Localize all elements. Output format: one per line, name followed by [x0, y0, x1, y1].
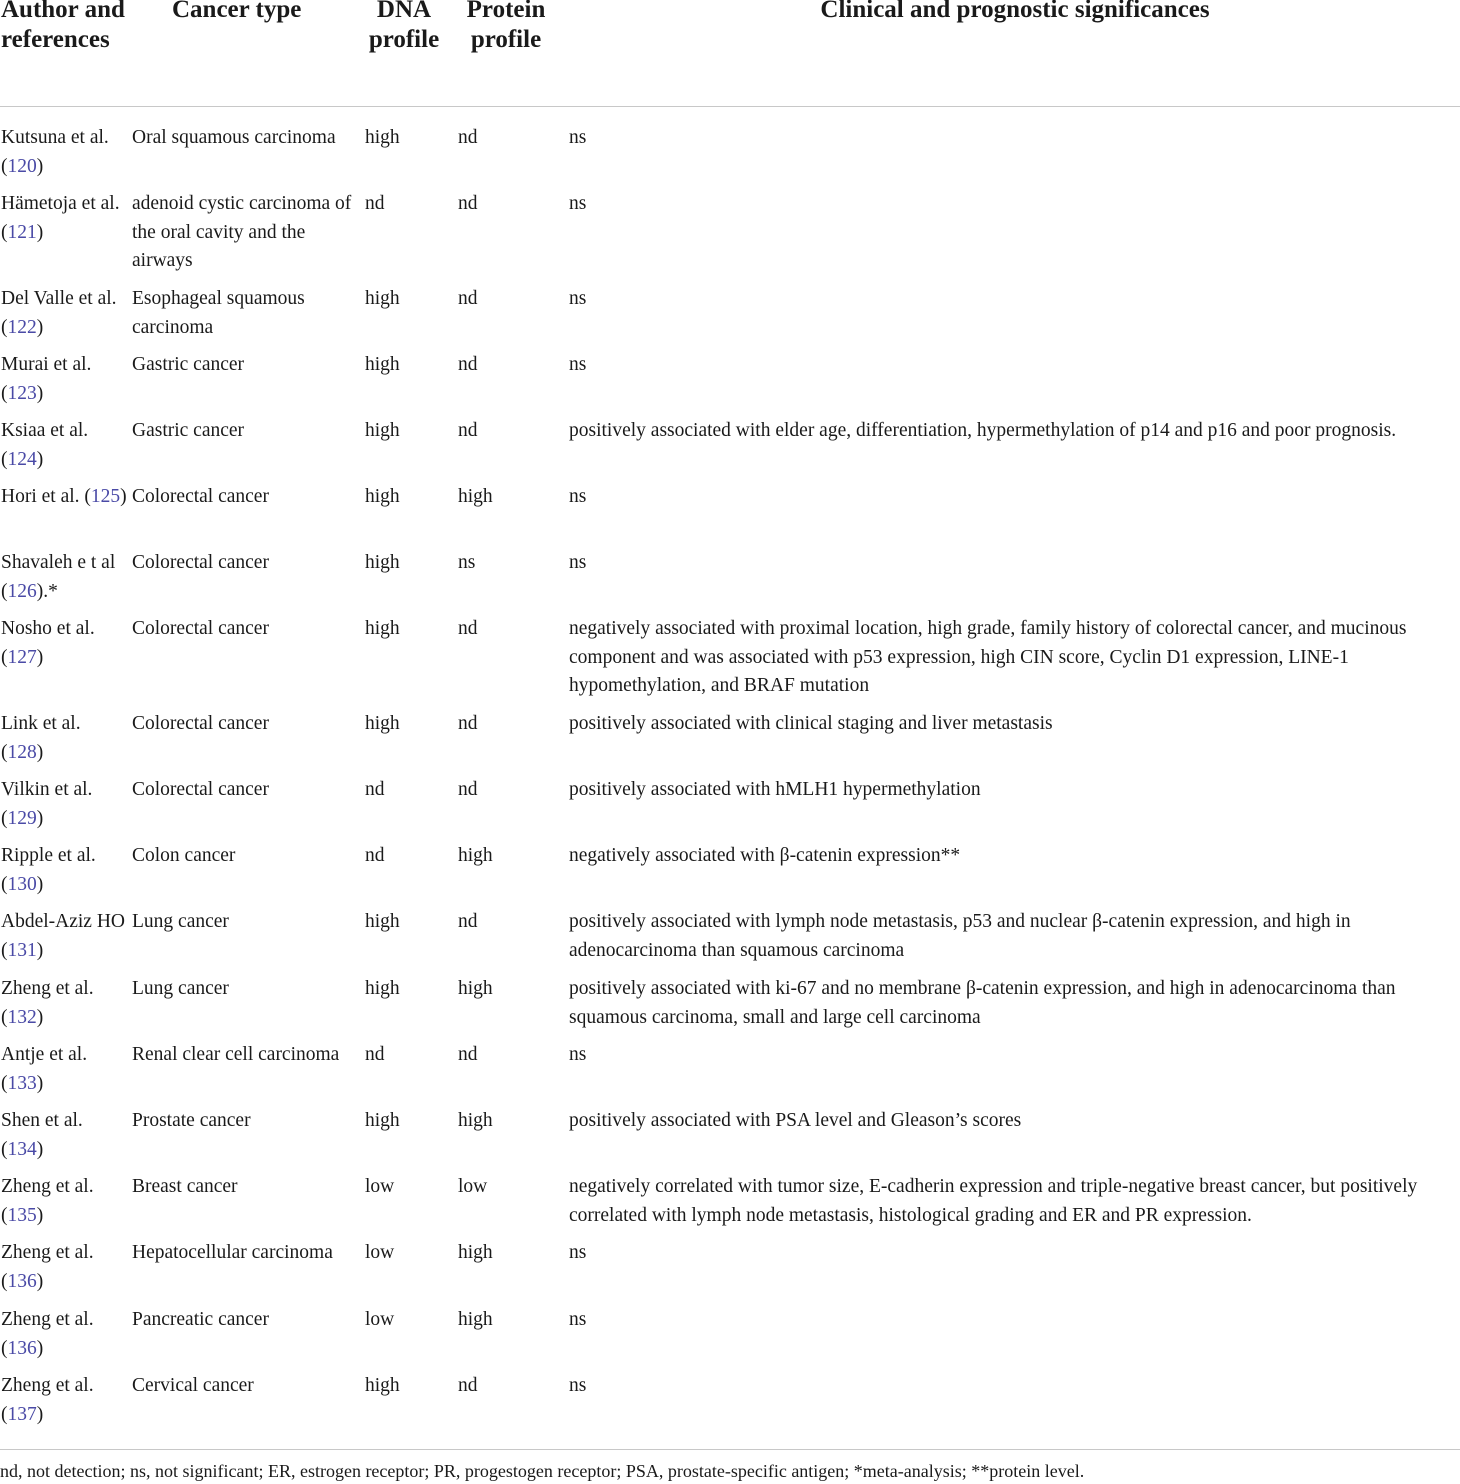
author-text: Kutsuna et al. (	[1, 127, 109, 177]
footer-rule	[0, 1449, 1460, 1450]
header-protein-profile: Protein profile	[466, 0, 546, 53]
clinical-cell: ns	[569, 193, 587, 214]
author-text: Link et al. (	[1, 713, 81, 763]
author-text: Nosho et al. (	[1, 618, 95, 668]
protein-profile-cell: nd	[458, 127, 478, 148]
dna-profile-cell: high	[365, 486, 400, 507]
author-text-end: )	[36, 1337, 44, 1359]
clinical-cell: negatively correlated with tumor size, E-cadherin expression and triple-negative breast cancer, but positively correlated with lymph node metastasis, histological grading and ER and PR expression.	[569, 1176, 1418, 1226]
protein-profile-cell: high	[458, 1309, 493, 1330]
protein-profile-cell: nd	[458, 713, 478, 734]
reference-link[interactable]: 121	[7, 221, 37, 243]
reference-link[interactable]: 133	[7, 1072, 37, 1094]
author-text-end: )	[36, 382, 44, 404]
author-cell	[1, 1107, 127, 1164]
cancer-type-cell: Lung cancer	[132, 978, 229, 999]
author-cell	[1, 549, 127, 606]
reference-link[interactable]: 120	[7, 155, 37, 177]
protein-profile-cell: nd	[458, 420, 478, 441]
author-cell	[1, 124, 127, 181]
author-text-end: )	[36, 807, 44, 829]
cancer-type-cell: Colorectal cancer	[132, 779, 269, 800]
reference-link[interactable]: 126	[7, 580, 37, 602]
clinical-cell: ns	[569, 354, 587, 375]
author-text-end: )	[36, 1072, 44, 1094]
cancer-type-cell: Colorectal cancer	[132, 713, 269, 734]
cancer-type-cell: Pancreatic cancer	[132, 1309, 269, 1330]
author-cell	[1, 1372, 127, 1429]
author-text-end: )	[36, 221, 44, 243]
header-dna-profile: DNA profile	[368, 0, 440, 53]
header-rule	[0, 106, 1460, 107]
reference-link[interactable]: 122	[7, 316, 37, 338]
author-text-end: )	[36, 1403, 44, 1425]
protein-profile-cell: nd	[458, 779, 478, 800]
author-text: Zheng et al. (	[1, 1242, 94, 1292]
author-cell	[1, 710, 127, 767]
protein-profile-cell: high	[458, 845, 493, 866]
clinical-cell: positively associated with elder age, differentiation, hypermethylation of p14 and p16 and poor prognosis.	[569, 420, 1397, 441]
clinical-cell: negatively associated with β-catenin expression**	[569, 845, 961, 866]
reference-link[interactable]: 124	[7, 448, 37, 470]
header-cancer-type: Cancer type	[172, 0, 302, 23]
cancer-type-cell: Colon cancer	[132, 845, 236, 866]
dna-profile-cell: high	[365, 713, 400, 734]
author-text-end: )	[120, 486, 127, 507]
author-text: Del Valle et al. (	[1, 288, 117, 338]
author-text: Zheng et al. (	[1, 978, 94, 1028]
protein-profile-cell: nd	[458, 288, 478, 309]
dna-profile-cell: nd	[365, 779, 385, 800]
dna-profile-cell: high	[365, 288, 400, 309]
reference-link[interactable]: 137	[7, 1403, 37, 1425]
author-text-end: )	[36, 873, 44, 895]
dna-profile-cell: high	[365, 911, 400, 932]
cancer-type-cell: Breast cancer	[132, 1176, 238, 1197]
author-text: Hori et al. (	[1, 486, 91, 507]
author-text: Zheng et al. (	[1, 1176, 94, 1226]
table-header	[0, 0, 1460, 106]
cancer-type-cell: Hepatocellular carcinoma	[132, 1242, 333, 1263]
protein-profile-cell: nd	[458, 1044, 478, 1065]
author-cell	[1, 975, 127, 1032]
author-text-end: )	[36, 155, 44, 177]
author-text: Antje et al. (	[1, 1044, 88, 1094]
author-text: Zheng et al. (	[1, 1309, 94, 1359]
clinical-cell: ns	[569, 288, 587, 309]
author-text-end: )	[36, 316, 44, 338]
author-text: Shavaleh e t al (	[1, 552, 116, 602]
table-footnote: nd, not detection; ns, not significant; ER, estrogen receptor; PR, progestogen receptor; PSA, prostate-specific antigen; *meta-analysis; **protein level.	[0, 1461, 1085, 1481]
clinical-cell: ns	[569, 486, 587, 507]
reference-link[interactable]: 128	[7, 741, 37, 763]
dna-profile-cell: nd	[365, 193, 385, 214]
dna-profile-cell: high	[365, 978, 400, 999]
cancer-type-cell: Lung cancer	[132, 911, 229, 932]
clinical-cell: positively associated with PSA level and Gleason’s scores	[569, 1110, 1022, 1131]
author-text-end: )	[36, 1270, 44, 1292]
author-cell	[1, 1239, 127, 1296]
clinical-cell: ns	[569, 127, 587, 148]
protein-profile-cell: nd	[458, 193, 478, 214]
protein-profile-cell: low	[458, 1176, 488, 1197]
dna-profile-cell: high	[365, 354, 400, 375]
protein-profile-cell: high	[458, 486, 493, 507]
reference-link[interactable]: 135	[7, 1204, 37, 1226]
author-text: Murai et al. (	[1, 354, 92, 404]
cancer-type-cell: Oral squamous carcinoma	[132, 127, 336, 148]
cancer-type-cell: Renal clear cell carcinoma	[132, 1044, 340, 1065]
cancer-type-cell: adenoid cystic carcinoma of the oral cavity and the airways	[132, 193, 352, 271]
protein-profile-cell: high	[458, 1110, 493, 1131]
author-text-end: )	[36, 448, 44, 470]
clinical-cell: positively associated with hMLH1 hypermethylation	[569, 779, 981, 800]
protein-profile-cell: nd	[458, 618, 478, 639]
protein-profile-cell: high	[458, 1242, 493, 1263]
dna-profile-cell: nd	[365, 845, 385, 866]
protein-profile-cell: nd	[458, 911, 478, 932]
reference-link[interactable]: 129	[7, 807, 37, 829]
reference-link[interactable]: 136	[7, 1337, 37, 1359]
clinical-cell: ns	[569, 1375, 587, 1396]
author-text-end: )	[36, 1138, 44, 1160]
reference-link[interactable]: 136	[7, 1270, 37, 1292]
cancer-type-cell: Colorectal cancer	[132, 552, 269, 573]
author-cell	[1, 908, 127, 965]
author-cell	[1, 483, 127, 512]
protein-profile-cell: nd	[458, 1375, 478, 1396]
header-author: Author and references	[1, 0, 125, 53]
cancer-type-cell: Colorectal cancer	[132, 486, 269, 507]
author-text-end: )	[36, 1006, 44, 1028]
clinical-cell: negatively associated with proximal location, high grade, family history of colorectal cancer, and mucinous component and was associated with p53 expression, high CIN score, Cyclin D1 expression, LINE-1 hypomethylation, and BRAF mutation	[569, 618, 1407, 696]
dna-profile-cell: high	[365, 127, 400, 148]
reference-link[interactable]: 132	[7, 1006, 37, 1028]
cancer-type-cell: Gastric cancer	[132, 354, 245, 375]
reference-link[interactable]: 130	[7, 873, 37, 895]
clinical-cell: positively associated with lymph node metastasis, p53 and nuclear β-catenin expression, and high in adenocarcinoma than squamous carcinoma	[569, 911, 1351, 961]
author-cell	[1, 842, 127, 899]
dna-profile-cell: low	[365, 1176, 395, 1197]
author-cell	[1, 417, 127, 474]
author-cell	[1, 1306, 127, 1363]
reference-link[interactable]: 123	[7, 382, 37, 404]
author-cell	[1, 1173, 127, 1230]
reference-link[interactable]: 131	[7, 939, 37, 961]
dna-profile-cell: high	[365, 618, 400, 639]
cancer-type-cell: Colorectal cancer	[132, 618, 269, 639]
author-cell	[1, 285, 127, 342]
author-cell	[1, 776, 127, 833]
dna-profile-cell: high	[365, 420, 400, 441]
author-text-end: )	[36, 1204, 44, 1226]
author-text: Abdel-Aziz HO (	[1, 911, 125, 961]
clinical-cell: ns	[569, 1309, 587, 1330]
protein-profile-cell: nd	[458, 354, 478, 375]
clinical-cell: ns	[569, 1044, 587, 1065]
header-clinical: Clinical and prognostic significances	[820, 0, 1210, 23]
author-text-end: )	[36, 939, 44, 961]
clinical-cell: positively associated with clinical staging and liver metastasis	[569, 713, 1053, 734]
clinical-cell: ns	[569, 552, 587, 573]
author-text-end: )	[36, 741, 44, 763]
cancer-type-cell: Cervical cancer	[132, 1375, 254, 1396]
author-text: Vilkin et al. (	[1, 779, 93, 829]
cancer-type-cell: Prostate cancer	[132, 1110, 251, 1131]
reference-link[interactable]: 125	[90, 486, 121, 507]
author-text-end: )	[36, 646, 44, 668]
reference-link[interactable]: 127	[7, 646, 37, 668]
author-text: Ripple et al. (	[1, 845, 96, 895]
author-cell	[1, 190, 127, 247]
author-cell	[1, 1041, 127, 1098]
author-text: Zheng et al. (	[1, 1375, 94, 1425]
author-text: Hämetoja et al. (	[1, 193, 120, 243]
dna-profile-cell: high	[365, 552, 400, 573]
author-text-end: ).*	[36, 580, 58, 602]
dna-profile-cell: low	[365, 1242, 395, 1263]
dna-profile-cell: nd	[365, 1044, 385, 1065]
cancer-type-cell: Gastric cancer	[132, 420, 245, 441]
protein-profile-cell: high	[458, 978, 493, 999]
reference-link[interactable]: 134	[7, 1138, 37, 1160]
author-cell	[1, 351, 127, 408]
author-cell	[1, 615, 127, 672]
author-text: Shen et al. (	[1, 1110, 83, 1160]
clinical-cell: ns	[569, 1242, 587, 1263]
author-text: Ksiaa et al. (	[1, 420, 89, 470]
dna-profile-cell: high	[365, 1110, 400, 1131]
protein-profile-cell: ns	[458, 552, 476, 573]
dna-profile-cell: low	[365, 1309, 395, 1330]
cancer-type-cell: Esophageal squamous carcinoma	[132, 288, 305, 338]
dna-profile-cell: high	[365, 1375, 400, 1396]
clinical-cell: positively associated with ki-67 and no membrane β-catenin expression, and high in adenocarcinoma than squamous carcinoma, small and large cell carcinoma	[569, 978, 1396, 1028]
